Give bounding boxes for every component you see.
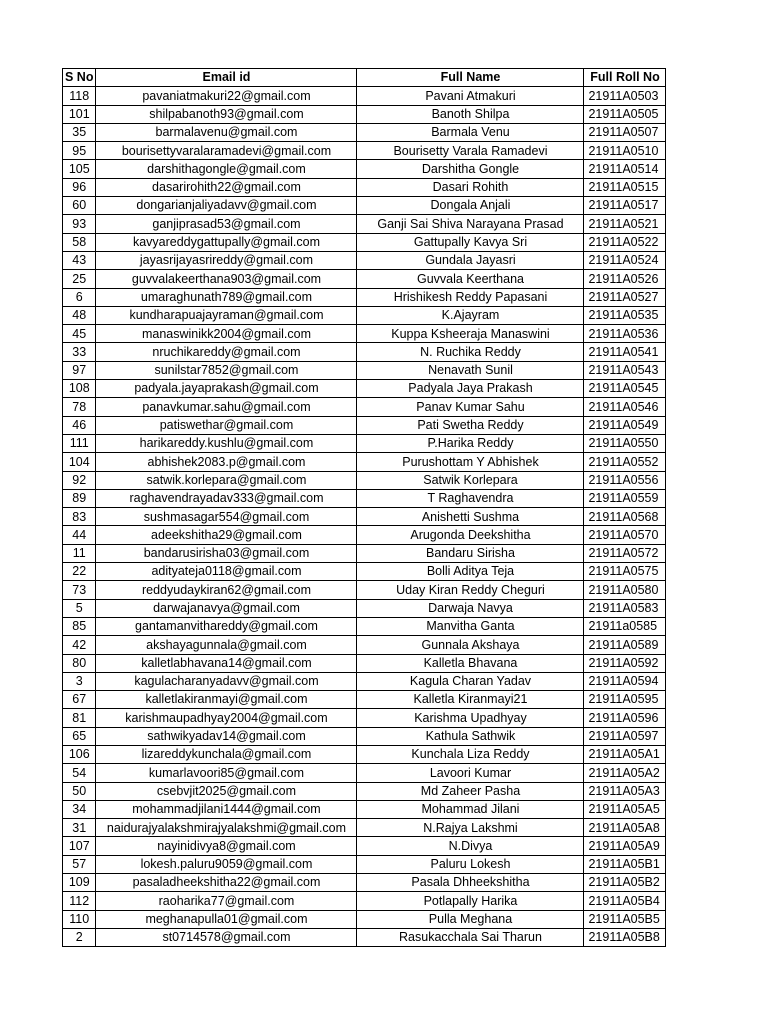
email-cell: nayinidivya8@gmail.com	[96, 837, 357, 855]
full-name-cell: Darshitha Gongle	[357, 160, 584, 178]
table-row	[63, 416, 666, 434]
roll-number-cell: 21911A0589	[584, 636, 666, 654]
serial-number-cell: 3	[63, 672, 96, 690]
email-cell: pavaniatmakuri22@gmail.com	[96, 87, 357, 105]
serial-number-cell: 89	[63, 489, 96, 507]
table-row	[63, 544, 666, 562]
roll-number-cell: 21911A0594	[584, 672, 666, 690]
email-cell: karishmaupadhyay2004@gmail.com	[96, 709, 357, 727]
full-name-cell: Bourisetty Varala Ramadevi	[357, 142, 584, 160]
header-email-id: Email id	[96, 69, 357, 87]
roll-number-cell: 21911A0549	[584, 416, 666, 434]
email-cell: ganjiprasad53@gmail.com	[96, 215, 357, 233]
roll-number-cell: 21911A0514	[584, 160, 666, 178]
full-name-cell: Lavoori Kumar	[357, 764, 584, 782]
table-row	[63, 87, 666, 105]
table-row	[63, 636, 666, 654]
full-name-cell: Kunchala Liza Reddy	[357, 745, 584, 763]
table-row	[63, 160, 666, 178]
roll-number-cell: 21911A0524	[584, 251, 666, 269]
email-cell: kalletlakiranmayi@gmail.com	[96, 691, 357, 709]
roll-number-cell: 21911A0546	[584, 398, 666, 416]
serial-number-cell: 108	[63, 380, 96, 398]
email-cell: sathwikyadav14@gmail.com	[96, 727, 357, 745]
table-row	[63, 709, 666, 727]
full-name-cell: Pulla Meghana	[357, 910, 584, 928]
serial-number-cell: 50	[63, 782, 96, 800]
email-cell: abhishek2083.p@gmail.com	[96, 453, 357, 471]
serial-number-cell: 83	[63, 508, 96, 526]
serial-number-cell: 85	[63, 617, 96, 635]
roll-number-cell: 21911A0522	[584, 233, 666, 251]
table-row	[63, 745, 666, 763]
serial-number-cell: 25	[63, 270, 96, 288]
full-name-cell: N.Rajya Lakshmi	[357, 819, 584, 837]
roll-number-cell: 21911A0556	[584, 471, 666, 489]
full-name-cell: Barmala Venu	[357, 123, 584, 141]
table-row	[63, 855, 666, 873]
email-cell: adityateja0118@gmail.com	[96, 563, 357, 581]
email-cell: kumarlavoori85@gmail.com	[96, 764, 357, 782]
serial-number-cell: 96	[63, 178, 96, 196]
table-row	[63, 197, 666, 215]
full-name-cell: Kalletla Kiranmayi21	[357, 691, 584, 709]
table-row	[63, 178, 666, 196]
serial-number-cell: 54	[63, 764, 96, 782]
serial-number-cell: 110	[63, 910, 96, 928]
email-cell: panavkumar.sahu@gmail.com	[96, 398, 357, 416]
table-row	[63, 508, 666, 526]
table-row	[63, 325, 666, 343]
full-name-cell: Pavani Atmakuri	[357, 87, 584, 105]
roll-number-cell: 21911A0543	[584, 361, 666, 379]
email-cell: kundharapuajayraman@gmail.com	[96, 306, 357, 324]
roll-number-cell: 21911A05A9	[584, 837, 666, 855]
roll-number-cell: 21911A0568	[584, 508, 666, 526]
full-name-cell: Kuppa Ksheeraja Manaswini	[357, 325, 584, 343]
full-name-cell: Md Zaheer Pasha	[357, 782, 584, 800]
roll-number-cell: 21911A0595	[584, 691, 666, 709]
full-name-cell: Gattupally Kavya Sri	[357, 233, 584, 251]
roll-number-cell: 21911A05A8	[584, 819, 666, 837]
roll-number-cell: 21911A0510	[584, 142, 666, 160]
table-row	[63, 434, 666, 452]
email-cell: st0714578@gmail.com	[96, 928, 357, 946]
serial-number-cell: 106	[63, 745, 96, 763]
full-name-cell: K.Ajayram	[357, 306, 584, 324]
table-row	[63, 215, 666, 233]
roll-number-cell: 21911A0541	[584, 343, 666, 361]
table-row	[63, 800, 666, 818]
roll-number-cell: 21911A0552	[584, 453, 666, 471]
roll-number-cell: 21911a0585	[584, 617, 666, 635]
serial-number-cell: 101	[63, 105, 96, 123]
email-cell: kavyareddygattupally@gmail.com	[96, 233, 357, 251]
serial-number-cell: 67	[63, 691, 96, 709]
serial-number-cell: 78	[63, 398, 96, 416]
serial-number-cell: 81	[63, 709, 96, 727]
roll-number-cell: 21911A05A2	[584, 764, 666, 782]
serial-number-cell: 42	[63, 636, 96, 654]
full-name-cell: Hrishikesh Reddy Papasani	[357, 288, 584, 306]
full-name-cell: Mohammad Jilani	[357, 800, 584, 818]
full-name-cell: Uday Kiran Reddy Cheguri	[357, 581, 584, 599]
serial-number-cell: 22	[63, 563, 96, 581]
email-cell: bandarusirisha03@gmail.com	[96, 544, 357, 562]
full-name-cell: Bolli Aditya Teja	[357, 563, 584, 581]
serial-number-cell: 43	[63, 251, 96, 269]
roll-number-cell: 21911A05A1	[584, 745, 666, 763]
serial-number-cell: 6	[63, 288, 96, 306]
email-cell: mohammadjilani1444@gmail.com	[96, 800, 357, 818]
email-cell: lizareddykunchala@gmail.com	[96, 745, 357, 763]
table-row	[63, 599, 666, 617]
table-row	[63, 471, 666, 489]
header-full-roll-no: Full Roll No	[584, 69, 666, 87]
serial-number-cell: 73	[63, 581, 96, 599]
email-cell: guvvalakeerthana903@gmail.com	[96, 270, 357, 288]
table-row	[63, 233, 666, 251]
roll-number-cell: 21911A0517	[584, 197, 666, 215]
serial-number-cell: 35	[63, 123, 96, 141]
full-name-cell: Anishetti Sushma	[357, 508, 584, 526]
email-cell: naidurajyalakshmirajyalakshmi@gmail.com	[96, 819, 357, 837]
serial-number-cell: 60	[63, 197, 96, 215]
full-name-cell: Rasukacchala Sai Tharun	[357, 928, 584, 946]
full-name-cell: Manvitha Ganta	[357, 617, 584, 635]
student-email-table	[62, 68, 666, 947]
serial-number-cell: 11	[63, 544, 96, 562]
full-name-cell: N. Ruchika Reddy	[357, 343, 584, 361]
email-cell: harikareddy.kushlu@gmail.com	[96, 434, 357, 452]
table-row	[63, 672, 666, 690]
email-cell: satwik.korlepara@gmail.com	[96, 471, 357, 489]
email-cell: kalletlabhavana14@gmail.com	[96, 654, 357, 672]
roll-number-cell: 21911A0580	[584, 581, 666, 599]
full-name-cell: Pasala Dhheekshitha	[357, 874, 584, 892]
full-name-cell: Dongala Anjali	[357, 197, 584, 215]
serial-number-cell: 45	[63, 325, 96, 343]
table-row	[63, 617, 666, 635]
email-cell: reddyudaykiran62@gmail.com	[96, 581, 357, 599]
table-row	[63, 270, 666, 288]
table-row	[63, 398, 666, 416]
roll-number-cell: 21911A05A3	[584, 782, 666, 800]
serial-number-cell: 104	[63, 453, 96, 471]
serial-number-cell: 44	[63, 526, 96, 544]
roll-number-cell: 21911A0575	[584, 563, 666, 581]
full-name-cell: Arugonda Deekshitha	[357, 526, 584, 544]
table-row	[63, 306, 666, 324]
table-row	[63, 343, 666, 361]
roll-number-cell: 21911A0597	[584, 727, 666, 745]
roll-number-cell: 21911A0535	[584, 306, 666, 324]
full-name-cell: Guvvala Keerthana	[357, 270, 584, 288]
roll-number-cell: 21911A0515	[584, 178, 666, 196]
serial-number-cell: 5	[63, 599, 96, 617]
table-row	[63, 123, 666, 141]
email-cell: nruchikareddy@gmail.com	[96, 343, 357, 361]
serial-number-cell: 107	[63, 837, 96, 855]
serial-number-cell: 48	[63, 306, 96, 324]
email-cell: akshayagunnala@gmail.com	[96, 636, 357, 654]
email-cell: dasarirohith22@gmail.com	[96, 178, 357, 196]
table-body	[63, 87, 666, 947]
full-name-cell: Paluru Lokesh	[357, 855, 584, 873]
header-serial-number: S No	[63, 69, 96, 87]
serial-number-cell: 93	[63, 215, 96, 233]
table-row	[63, 764, 666, 782]
full-name-cell: Gunnala Akshaya	[357, 636, 584, 654]
roll-number-cell: 21911A05B8	[584, 928, 666, 946]
full-name-cell: Nenavath Sunil	[357, 361, 584, 379]
full-name-cell: Darwaja Navya	[357, 599, 584, 617]
email-cell: darshithagongle@gmail.com	[96, 160, 357, 178]
full-name-cell: P.Harika Reddy	[357, 434, 584, 452]
serial-number-cell: 33	[63, 343, 96, 361]
table-row	[63, 654, 666, 672]
email-cell: padyala.jayaprakash@gmail.com	[96, 380, 357, 398]
roll-number-cell: 21911A0526	[584, 270, 666, 288]
roll-number-cell: 21911A05B4	[584, 892, 666, 910]
email-cell: meghanapulla01@gmail.com	[96, 910, 357, 928]
email-cell: csebvjit2025@gmail.com	[96, 782, 357, 800]
email-cell: gantamanvithareddy@gmail.com	[96, 617, 357, 635]
serial-number-cell: 58	[63, 233, 96, 251]
email-cell: adeekshitha29@gmail.com	[96, 526, 357, 544]
roll-number-cell: 21911A05B5	[584, 910, 666, 928]
full-name-cell: Dasari Rohith	[357, 178, 584, 196]
roll-number-cell: 21911A0505	[584, 105, 666, 123]
email-cell: jayasrijayasrireddy@gmail.com	[96, 251, 357, 269]
roll-number-cell: 21911A0592	[584, 654, 666, 672]
roll-number-cell: 21911A0559	[584, 489, 666, 507]
serial-number-cell: 57	[63, 855, 96, 873]
serial-number-cell: 111	[63, 434, 96, 452]
table-row	[63, 361, 666, 379]
full-name-cell: Padyala Jaya Prakash	[357, 380, 584, 398]
roll-number-cell: 21911A05B1	[584, 855, 666, 873]
serial-number-cell: 105	[63, 160, 96, 178]
full-name-cell: Potlapally Harika	[357, 892, 584, 910]
serial-number-cell: 95	[63, 142, 96, 160]
full-name-cell: Satwik Korlepara	[357, 471, 584, 489]
table-row	[63, 837, 666, 855]
full-name-cell: Purushottam Y Abhishek	[357, 453, 584, 471]
email-cell: kagulacharanyadavv@gmail.com	[96, 672, 357, 690]
table-header-row	[63, 69, 666, 87]
full-name-cell: Ganji Sai Shiva Narayana Prasad	[357, 215, 584, 233]
roll-number-cell: 21911A0507	[584, 123, 666, 141]
email-cell: lokesh.paluru9059@gmail.com	[96, 855, 357, 873]
table-row	[63, 727, 666, 745]
table-row	[63, 691, 666, 709]
full-name-cell: Gundala Jayasri	[357, 251, 584, 269]
table-row	[63, 489, 666, 507]
full-name-cell: Panav Kumar Sahu	[357, 398, 584, 416]
full-name-cell: Banoth Shilpa	[357, 105, 584, 123]
email-cell: raoharika77@gmail.com	[96, 892, 357, 910]
table-row	[63, 251, 666, 269]
header-full-name: Full Name	[357, 69, 584, 87]
full-name-cell: Kagula Charan Yadav	[357, 672, 584, 690]
table-row	[63, 928, 666, 946]
roll-number-cell: 21911A0527	[584, 288, 666, 306]
full-name-cell: Karishma Upadhyay	[357, 709, 584, 727]
email-cell: sushmasagar554@gmail.com	[96, 508, 357, 526]
roll-number-cell: 21911A0503	[584, 87, 666, 105]
roll-number-cell: 21911A0570	[584, 526, 666, 544]
email-cell: manaswinikk2004@gmail.com	[96, 325, 357, 343]
table-row	[63, 526, 666, 544]
serial-number-cell: 31	[63, 819, 96, 837]
serial-number-cell: 112	[63, 892, 96, 910]
serial-number-cell: 46	[63, 416, 96, 434]
serial-number-cell: 80	[63, 654, 96, 672]
table-row	[63, 892, 666, 910]
table-row	[63, 288, 666, 306]
serial-number-cell: 109	[63, 874, 96, 892]
table-row	[63, 874, 666, 892]
serial-number-cell: 97	[63, 361, 96, 379]
serial-number-cell: 118	[63, 87, 96, 105]
roll-number-cell: 21911A05A5	[584, 800, 666, 818]
table-row	[63, 819, 666, 837]
full-name-cell: N.Divya	[357, 837, 584, 855]
roll-number-cell: 21911A0536	[584, 325, 666, 343]
full-name-cell: T Raghavendra	[357, 489, 584, 507]
roll-number-cell: 21911A0572	[584, 544, 666, 562]
table-row	[63, 453, 666, 471]
table-row	[63, 782, 666, 800]
email-cell: umaraghunath789@gmail.com	[96, 288, 357, 306]
email-cell: bourisettyvaralaramadevi@gmail.com	[96, 142, 357, 160]
email-cell: dongarianjaliyadavv@gmail.com	[96, 197, 357, 215]
serial-number-cell: 2	[63, 928, 96, 946]
email-cell: sunilstar7852@gmail.com	[96, 361, 357, 379]
email-cell: raghavendrayadav333@gmail.com	[96, 489, 357, 507]
roll-number-cell: 21911A0583	[584, 599, 666, 617]
serial-number-cell: 65	[63, 727, 96, 745]
roll-number-cell: 21911A0596	[584, 709, 666, 727]
email-cell: patiswethar@gmail.com	[96, 416, 357, 434]
full-name-cell: Kathula Sathwik	[357, 727, 584, 745]
email-cell: barmalavenu@gmail.com	[96, 123, 357, 141]
table-row	[63, 581, 666, 599]
table-row	[63, 142, 666, 160]
table-row	[63, 563, 666, 581]
table-row	[63, 910, 666, 928]
email-cell: shilpabanoth93@gmail.com	[96, 105, 357, 123]
table-row	[63, 380, 666, 398]
roll-number-cell: 21911A0545	[584, 380, 666, 398]
roll-number-cell: 21911A0550	[584, 434, 666, 452]
full-name-cell: Kalletla Bhavana	[357, 654, 584, 672]
full-name-cell: Pati Swetha Reddy	[357, 416, 584, 434]
serial-number-cell: 92	[63, 471, 96, 489]
roll-number-cell: 21911A05B2	[584, 874, 666, 892]
table-row	[63, 105, 666, 123]
email-cell: darwajanavya@gmail.com	[96, 599, 357, 617]
serial-number-cell: 34	[63, 800, 96, 818]
full-name-cell: Bandaru Sirisha	[357, 544, 584, 562]
email-cell: pasaladheekshitha22@gmail.com	[96, 874, 357, 892]
roll-number-cell: 21911A0521	[584, 215, 666, 233]
